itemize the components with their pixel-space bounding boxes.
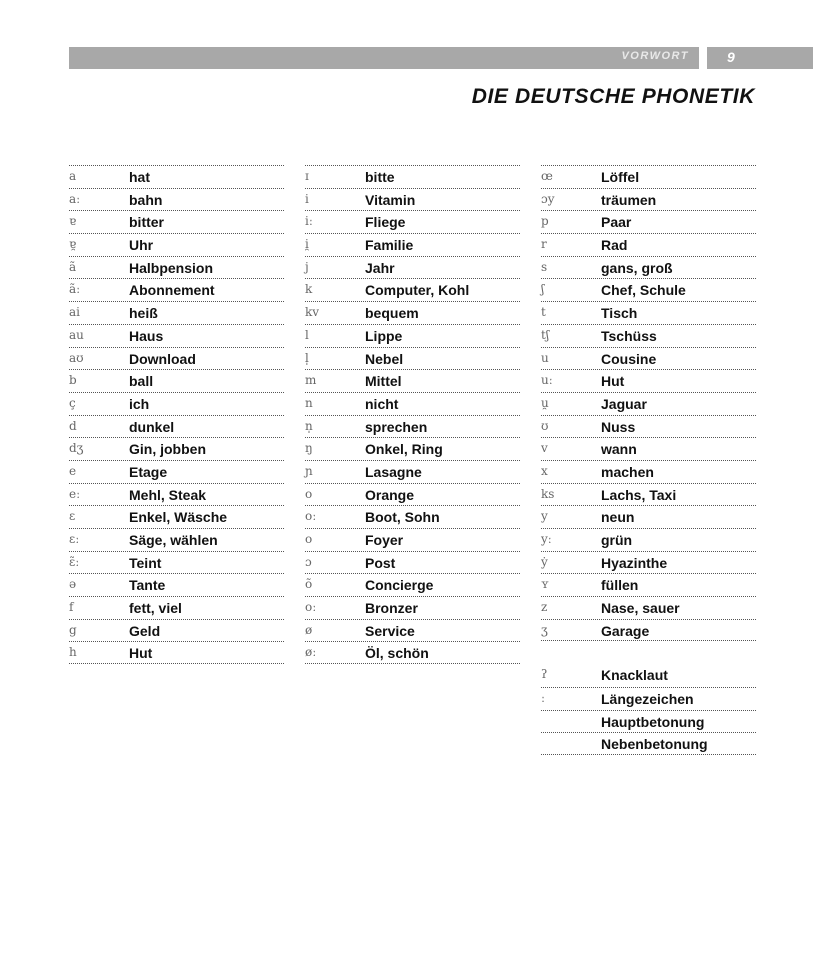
phonetic-row [541,687,756,710]
page-number-box [707,47,813,69]
ipa-symbol: ç [69,395,76,410]
example-word: ball [129,373,154,390]
ipa-symbol: n [305,395,313,410]
example-word: Lachs, Taxi [601,486,677,503]
phonetic-row [69,619,284,642]
ipa-symbol: aː [69,191,81,206]
ipa-symbol: ɐ̯ [69,237,77,252]
phonetic-row [305,324,520,347]
phonetic-row [541,278,756,301]
phonetic-row [69,483,284,506]
example-word: Abonnement [129,282,215,299]
ipa-symbol: a [69,169,77,183]
phonetic-row [305,369,520,392]
ipa-symbol: kv [305,305,320,320]
example-word: dunkel [129,418,175,435]
phonetic-row [305,528,520,551]
example-word: Tschüss [601,327,657,344]
phonetic-row [541,301,756,324]
ipa-symbol: ŋ [305,441,313,456]
example-word: Öl, schön [365,645,429,662]
ipa-symbol: j [305,259,309,274]
ipa-symbol: g [69,622,77,637]
ipa-symbol: ə [69,577,77,592]
ipa-symbol: ɲ [305,463,313,478]
example-word: Haus [129,327,164,344]
ipa-symbol: ʒ [541,622,548,637]
phonetic-row [541,233,756,256]
phonetic-row [305,278,520,301]
phonetics-column-3 [541,165,756,755]
phonetic-row [305,437,520,460]
example-word: Boot, Sohn [365,509,440,526]
example-word: Mittel [365,373,402,390]
phonetic-row [541,641,756,664]
ipa-symbol: œ [541,169,553,183]
section-label: VORWORT [621,50,689,62]
example-word: Download [129,350,196,367]
ipa-symbol: yː [541,532,552,546]
ipa-symbol: tʃ [541,327,550,342]
phonetic-row [541,573,756,596]
phonetic-row [69,505,284,528]
example-word: Nebenbetonung [601,736,708,753]
example-word: machen [601,463,654,480]
phonetic-row [305,165,520,188]
phonetic-row [69,347,284,370]
example-word: Tante [129,577,166,594]
example-word: Vitamin [365,191,416,208]
ipa-symbol: ʊ [541,418,549,433]
example-word: Etage [129,463,168,480]
phonetic-row [541,210,756,233]
example-word: bequem [365,305,419,322]
example-word: Tisch [601,305,638,322]
phonetic-row [69,596,284,619]
phonetic-row [69,188,284,211]
ipa-symbol: p [541,214,549,229]
ipa-symbol: ai [69,305,80,320]
ipa-symbol: ɪ [305,169,309,183]
example-word: Mehl, Steak [129,486,207,503]
ipa-symbol: u̯ [541,395,549,410]
phonetic-row [305,415,520,438]
ipa-symbol: z [541,600,548,615]
example-word: Uhr [129,237,154,254]
phonetic-row [305,188,520,211]
phonetic-row [305,619,520,642]
phonetic-row [69,551,284,574]
example-word: Teint [129,554,162,571]
phonetic-row [305,392,520,415]
example-word: Hyazinthe [601,554,668,571]
ipa-symbol: uː [541,373,553,388]
example-word: Knacklaut [601,667,668,684]
example-word: fett, viel [129,600,182,617]
example-word: neun [601,509,635,526]
phonetic-row [69,573,284,596]
example-word: Concierge [365,577,434,594]
example-word: Löffel [601,169,640,185]
phonetic-row [69,278,284,301]
example-word: Cousine [601,350,657,367]
phonetic-row [305,347,520,370]
phonetic-row [69,415,284,438]
phonetic-row [305,210,520,233]
ipa-symbol: l [305,327,309,342]
example-word: Fliege [365,214,406,231]
example-word: Enkel, Wäsche [129,509,228,526]
example-word: Längezeichen [601,690,694,707]
phonetic-row [69,233,284,256]
phonetic-row [69,256,284,279]
example-word: Hauptbetonung [601,713,705,730]
ipa-symbol: t [541,305,546,320]
phonetic-row [541,505,756,528]
phonetic-row [541,460,756,483]
example-word: gans, groß [601,259,673,276]
ipa-symbol: ɔ [305,554,312,569]
ipa-symbol: ø [305,622,313,637]
ipa-symbol: o [305,532,313,546]
ipa-symbol: ã [69,259,77,274]
ipa-symbol: o [305,486,313,501]
phonetic-row [305,483,520,506]
ipa-symbol: ɛ̃ː [69,554,80,569]
phonetic-row [541,664,756,687]
header-bar [69,47,699,69]
ipa-symbol: ː [541,690,546,705]
example-word: Garage [601,622,650,639]
ipa-symbol: n̩ [305,418,313,433]
page-title: DIE DEUTSCHE PHONETIK [471,85,755,108]
ipa-symbol: d [69,418,77,433]
example-word: Hut [129,645,153,662]
phonetic-row [69,641,284,664]
phonetics-column-1 [69,165,284,664]
ipa-symbol: ʃ [541,282,545,297]
example-word: heiß [129,305,158,322]
phonetic-row [69,437,284,460]
phonetic-row [541,596,756,619]
ipa-symbol: iː [305,214,313,229]
example-word: Lasagne [365,463,422,480]
ipa-symbol: k [305,282,313,297]
ipa-symbol: v [541,441,548,456]
ipa-symbol: ʔ [541,667,548,682]
phonetic-row [541,165,756,188]
phonetic-row [305,460,520,483]
phonetic-row [541,732,756,755]
phonetic-row [69,210,284,233]
example-word: Nebel [365,350,404,367]
ipa-symbol: ãː [69,282,81,297]
ipa-symbol: b [69,373,77,388]
phonetic-row [69,392,284,415]
example-word: Orange [365,486,415,503]
ipa-symbol: i̯ [305,237,309,252]
ipa-symbol: aʊ [69,350,84,365]
phonetic-row [541,347,756,370]
example-word: Familie [365,237,414,254]
example-word: ich [129,395,150,412]
phonetic-row [305,551,520,574]
example-word: Geld [129,622,161,639]
ipa-symbol: x [541,463,548,478]
ipa-symbol: m [305,373,317,388]
phonetic-row [69,165,284,188]
phonetic-row [69,301,284,324]
phonetic-row [69,528,284,551]
example-word: Hut [601,373,625,390]
example-word: Nuss [601,418,636,435]
example-word: Post [365,554,396,571]
phonetic-row [305,573,520,596]
example-word: Service [365,622,415,639]
ipa-symbol: øː [305,645,317,660]
example-word: hat [129,169,150,185]
ipa-symbol: e [69,463,77,478]
example-word: Chef, Schule [601,282,686,299]
example-word: Lippe [365,327,403,344]
example-word: Jaguar [601,395,647,412]
phonetic-row [541,392,756,415]
example-word: Paar [601,214,632,231]
example-word: bahn [129,191,163,208]
example-word: Computer, Kohl [365,282,470,299]
example-word: Jahr [365,259,395,276]
phonetic-row [541,483,756,506]
phonetic-row [541,619,756,642]
ipa-symbol: eː [69,486,81,501]
ipa-symbol: f [69,600,74,615]
example-word: grün [601,532,633,548]
phonetic-row [305,301,520,324]
example-word: nicht [365,395,399,412]
example-word: bitter [129,214,164,231]
example-word: Nase, sauer [601,600,680,617]
phonetic-row [541,710,756,733]
phonetic-row [69,369,284,392]
ipa-symbol: y [541,509,548,524]
phonetic-row [69,324,284,347]
phonetic-row [305,233,520,256]
phonetic-row [541,369,756,392]
ipa-symbol: i [305,191,309,206]
phonetic-row [305,596,520,619]
example-word: Halbpension [129,259,214,276]
ipa-symbol: l̩ [305,350,309,365]
ipa-symbol: ɔy [541,191,555,206]
example-word: Bronzer [365,600,418,617]
example-word: Onkel, Ring [365,441,443,458]
ipa-symbol: ẏ [541,554,548,569]
example-word: Säge, wählen [129,532,218,548]
ipa-symbol: ɛː [69,532,80,546]
phonetic-row [305,256,520,279]
phonetic-row [541,415,756,438]
ipa-symbol: s [541,259,548,274]
ipa-symbol: h [69,645,77,660]
phonetic-row [541,256,756,279]
ipa-symbol: ɐ [69,214,77,229]
example-word: füllen [601,577,639,594]
phonetic-row [541,324,756,347]
ipa-symbol: ʏ [541,577,549,592]
example-word: bitte [365,169,395,185]
ipa-symbol: ks [541,486,555,501]
phonetics-column-2 [305,165,520,664]
phonetic-row [541,528,756,551]
example-word: Gin, jobben [129,441,206,458]
ipa-symbol: u [541,350,549,365]
ipa-symbol: r [541,237,547,252]
example-word: Rad [601,237,628,254]
ipa-symbol: dʒ [69,441,84,456]
page-number: 9 [727,49,735,65]
phonetic-row [69,460,284,483]
example-word: träumen [601,191,657,208]
ipa-symbol: oː [305,600,317,615]
phonetic-row [541,188,756,211]
ipa-symbol: õ [305,577,313,592]
example-word: sprechen [365,418,428,435]
example-word: wann [601,441,637,458]
phonetic-row [541,551,756,574]
ipa-symbol: ɛ [69,509,76,524]
ipa-symbol: oː [305,509,317,524]
phonetic-row [541,437,756,460]
phonetic-row [305,505,520,528]
phonetic-row [305,641,520,664]
ipa-symbol: au [69,327,84,342]
example-word: Foyer [365,532,404,548]
